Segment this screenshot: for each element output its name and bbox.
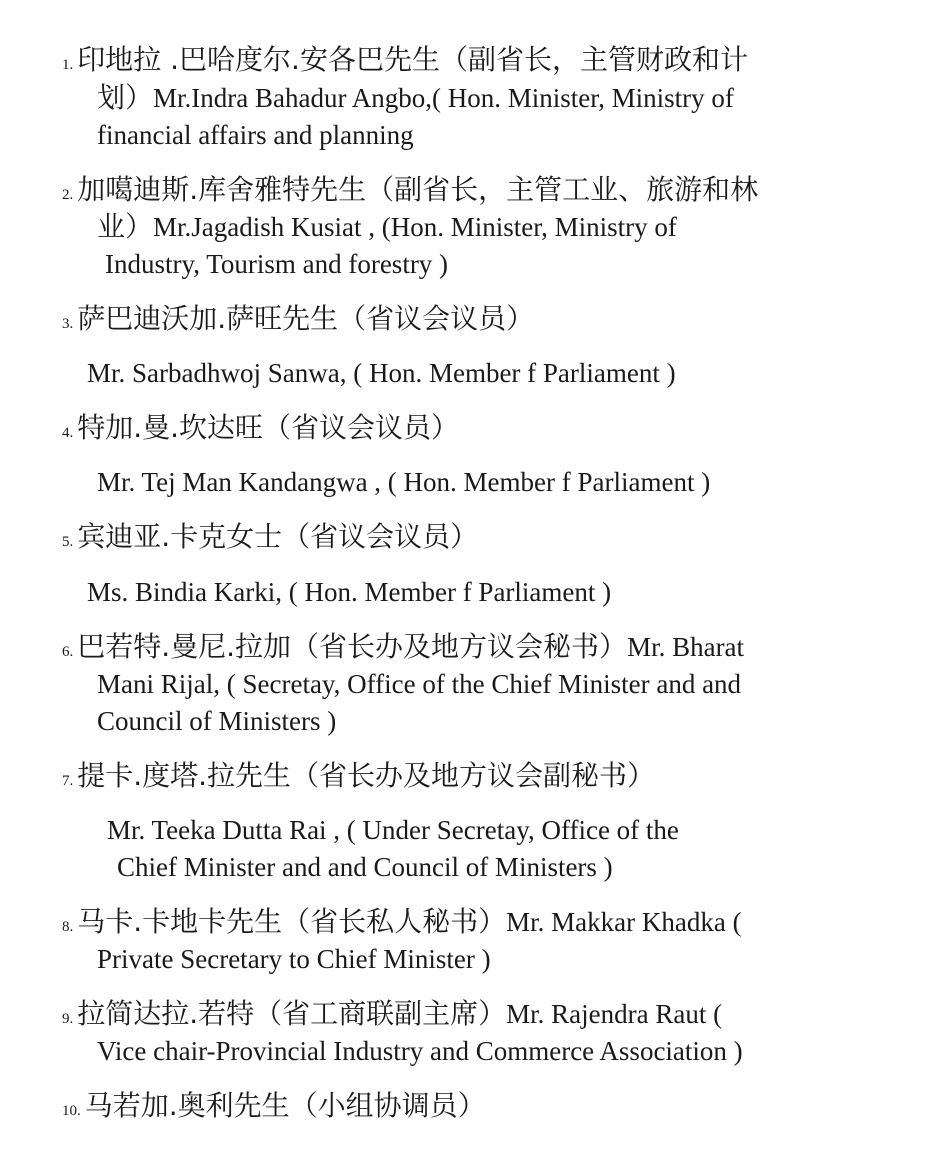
item-number: 8.: [62, 919, 74, 935]
item-4-line-1: [62, 410, 459, 451]
item-8-line-1: [62, 904, 742, 945]
item-5-english-name: Ms. Bindia Karki, ( Hon. Member f Parliament ): [87, 577, 612, 607]
item-2-line-1: [62, 172, 758, 213]
item-6-english-name: Mr. Bharat: [627, 632, 745, 662]
item-4-chinese-name: 特加.曼.坎达旺（省议会议员）: [77, 411, 460, 444]
item-10-chinese-name: 马若加.奥利先生（小组协调员）: [84, 1089, 486, 1122]
item-2-english-name: Mr.Jagadish Kusiat , (Hon. Minister, Ministry of: [153, 212, 677, 242]
item-1-line-2: [97, 80, 734, 116]
item-1-english-name: Mr.Indra Bahadur Angbo,( Hon. Minister, Ministry of: [153, 83, 734, 113]
item-7-line-1: [62, 758, 655, 799]
item-9-line-2: [97, 1033, 743, 1069]
item-2-english-cont: Industry, Tourism and forestry ): [105, 249, 449, 279]
item-8-line-2: [97, 941, 491, 977]
item-8-english-cont: Private Secretary to Chief Minister ): [97, 944, 491, 974]
item-7-line-2: [107, 812, 679, 848]
item-8-english-name: Mr. Makkar Khadka (: [506, 907, 742, 937]
item-1-chinese-name: 印地拉 .巴哈度尔.安各巴先生（副省长，主管财政和计: [77, 43, 748, 76]
item-1-english-cont: financial affairs and planning: [97, 120, 414, 150]
item-9-english-name: Mr. Rajendra Raut (: [506, 999, 723, 1029]
item-3-line-2: [87, 355, 676, 391]
item-5-line-1: [62, 519, 478, 560]
item-number: 6.: [62, 644, 74, 660]
item-1-chinese-cont: 划）: [97, 81, 154, 114]
item-6-english-cont-2: Council of Ministers ): [97, 706, 337, 736]
item-5-chinese-name: 宾迪亚.卡克女士（省议会议员）: [77, 520, 479, 553]
item-number: 7.: [62, 773, 74, 789]
item-2-chinese-name: 加噶迪斯.库舍雅特先生（副省长，主管工业、旅游和林: [77, 173, 759, 206]
item-6-english-cont: Mani Rijal, ( Secretay, Office of the Chief Minister and and: [97, 669, 742, 699]
item-2-line-2: [97, 209, 677, 245]
item-number: 5.: [62, 534, 74, 550]
item-6-chinese-name: 巴若特.曼尼.拉加（省长办及地方议会秘书）: [77, 630, 628, 663]
item-6-line-3: [97, 703, 336, 739]
item-3-line-1: [62, 301, 534, 342]
item-1-line-1: [62, 42, 748, 83]
item-7-chinese-name: 提卡.度塔.拉先生（省长办及地方议会副秘书）: [77, 759, 656, 792]
item-6-line-1: [62, 629, 744, 670]
item-number: 1.: [62, 57, 74, 73]
item-10-line-1: [62, 1088, 486, 1129]
item-number: 3.: [62, 316, 74, 332]
item-number: 10.: [62, 1103, 81, 1119]
item-9-chinese-name: 拉简达拉.若特（省工商联副主席）: [77, 997, 507, 1030]
item-2-chinese-cont: 业）: [97, 210, 154, 243]
item-3-english-name: Mr. Sarbadhwoj Sanwa, ( Hon. Member f Parliament ): [87, 358, 676, 388]
item-4-line-2: [97, 464, 710, 500]
item-2-line-3: [105, 246, 448, 282]
item-9-line-1: [62, 996, 722, 1037]
item-9-english-cont: Vice chair-Provincial Industry and Commerce Association ): [97, 1036, 743, 1066]
item-8-chinese-name: 马卡.卡地卡先生（省长私人秘书）: [77, 905, 507, 938]
item-6-line-2: [97, 666, 741, 702]
item-1-line-3: [97, 117, 414, 153]
item-3-chinese-name: 萨巴迪沃加.萨旺先生（省议会议员）: [77, 302, 535, 335]
item-4-english-name: Mr. Tej Man Kandangwa , ( Hon. Member f Parliament ): [97, 467, 711, 497]
item-number: 9.: [62, 1011, 74, 1027]
item-5-line-2: [87, 574, 611, 610]
item-number: 2.: [62, 187, 74, 203]
item-7-english-cont: Chief Minister and and Council of Ministers ): [117, 852, 613, 882]
item-7-english-name: Mr. Teeka Dutta Rai , ( Under Secretay, Office of the: [107, 815, 679, 845]
item-number: 4.: [62, 425, 74, 441]
item-7-line-3: [117, 849, 613, 885]
